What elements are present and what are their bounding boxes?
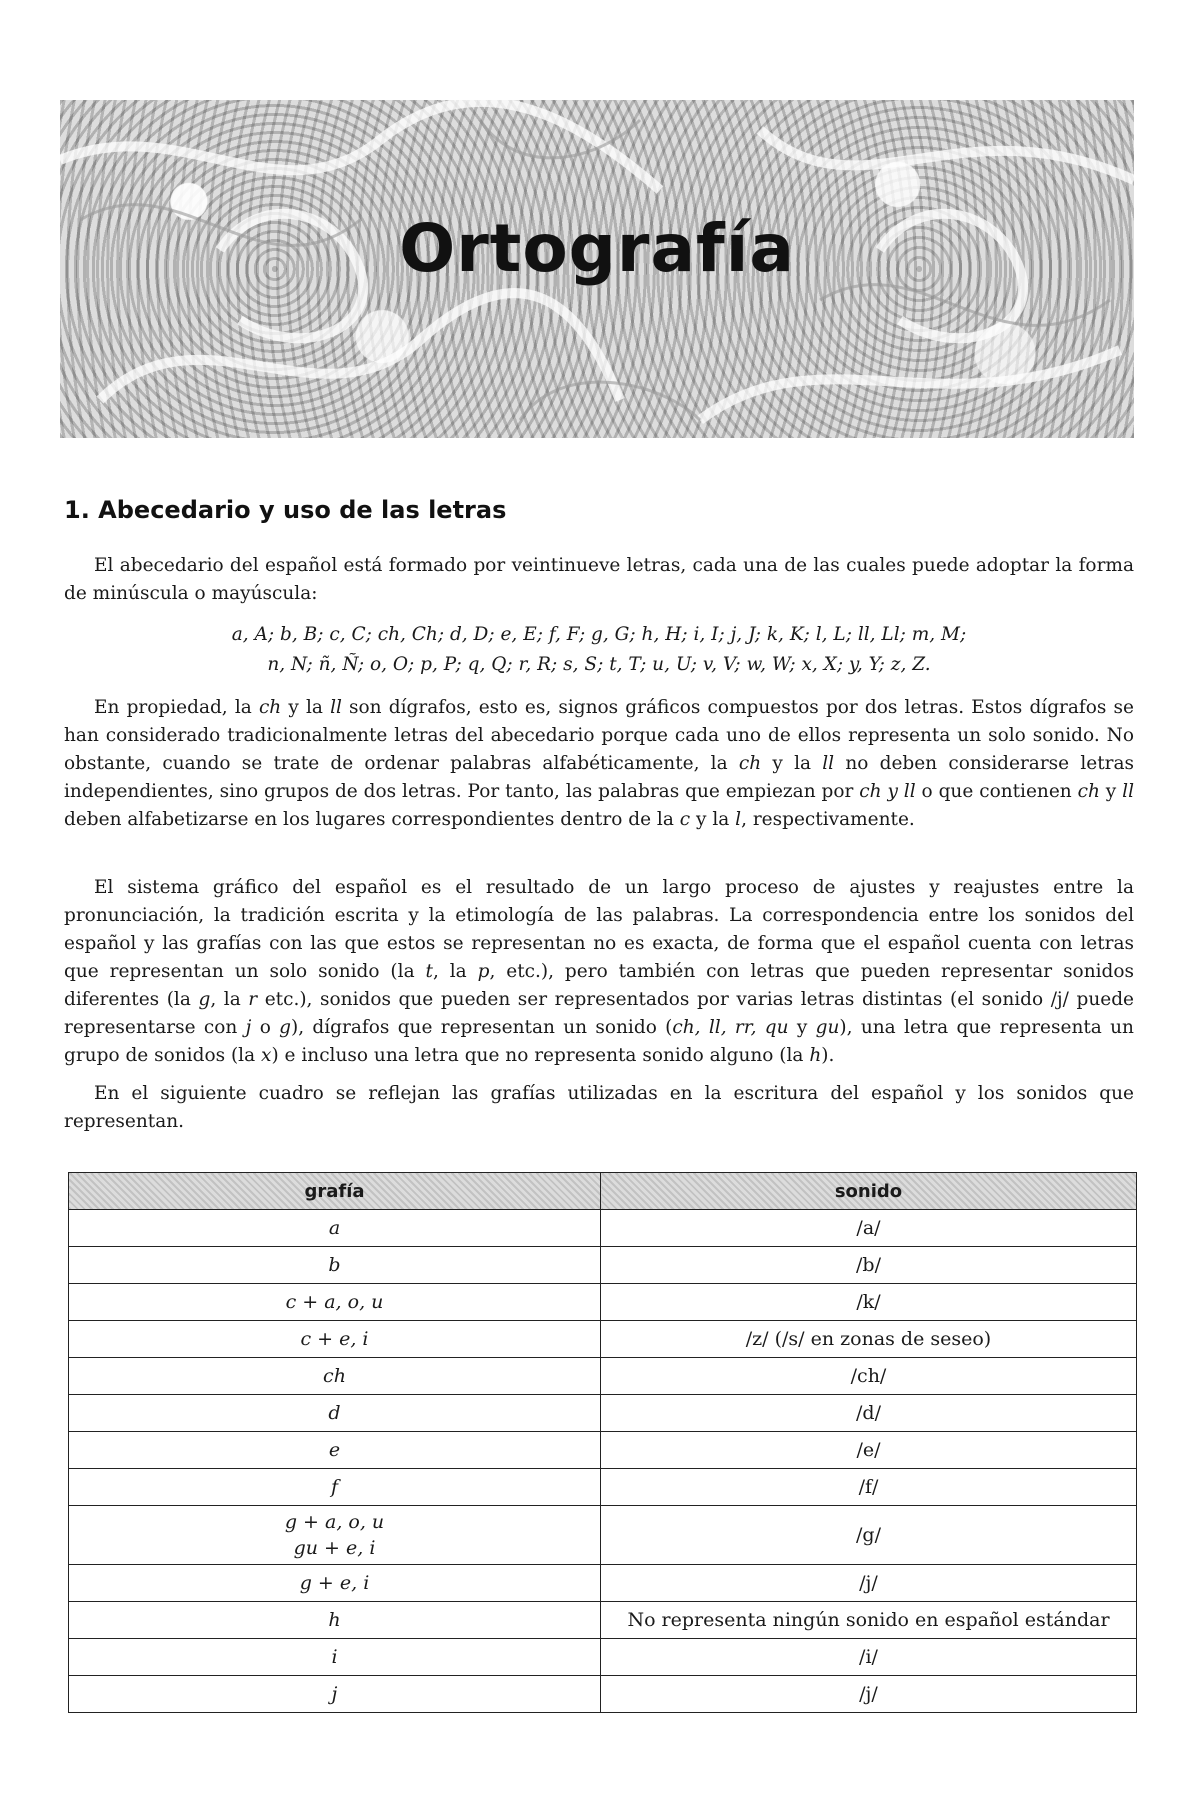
text-run: , etc.), pero también con letras que pueden representar sonidos diferentes (la xyxy=(64,961,1135,1010)
text-run: ), dígrafos que representan un sonido ( xyxy=(291,1017,673,1038)
text-run: etc.), sonidos que pueden ser representados por varias letras distintas (el sonido /j/ puede representarse con xyxy=(64,989,1134,1038)
text-run: deben alfabetizarse en los lugares correspondientes dentro de la xyxy=(64,809,680,830)
cell-grafia-line-1: g + a, o, u xyxy=(284,1511,385,1533)
section-heading: 1. Abecedario y uso de las letras xyxy=(64,496,507,524)
cell-sonido: /j/ xyxy=(601,1676,1137,1713)
text-run: y la xyxy=(690,809,736,830)
table-row xyxy=(69,1565,1137,1602)
cell-grafia: b xyxy=(69,1247,601,1284)
header-sonido: sonido xyxy=(601,1173,1137,1210)
cell-sonido: /z/ (/s/ en zonas de seseo) xyxy=(601,1321,1137,1358)
text-run: x xyxy=(261,1045,272,1066)
text-run: y la xyxy=(761,753,823,774)
text-run: ch xyxy=(859,781,882,802)
text-run: gu xyxy=(815,1017,840,1038)
text-run: ch xyxy=(258,697,282,718)
alphabet-line-1: a, A; b, B; c, C; ch, Ch; d, D; e, E; f, F; g, G; h, H; i, I; j, J; k, K; l, L; ll, Ll; m, M; xyxy=(231,624,967,645)
text-run: ch xyxy=(738,753,762,774)
text-run: y xyxy=(881,781,904,802)
text-run: y xyxy=(788,1017,816,1038)
text-run: En propiedad, la xyxy=(94,697,259,718)
cell-sonido: /b/ xyxy=(601,1247,1137,1284)
grafia-sonido-table xyxy=(68,1172,1137,1713)
table-row xyxy=(69,1602,1137,1639)
cell-sonido: /f/ xyxy=(601,1469,1137,1506)
cell-sonido: /j/ xyxy=(601,1565,1137,1602)
text-run: ), una letra que representa un grupo de sonidos (la xyxy=(64,1017,1134,1066)
cell-grafia: c + e, i xyxy=(69,1321,601,1358)
text-run: , la xyxy=(432,961,478,982)
text-run: y xyxy=(1099,781,1123,802)
alphabet-list xyxy=(64,620,1134,680)
cell-grafia: a xyxy=(69,1210,601,1247)
text-run: ch, ll, rr, qu xyxy=(672,1017,789,1038)
header-grafia: grafía xyxy=(69,1173,601,1210)
cell-grafia: e xyxy=(69,1432,601,1469)
cell-grafia: ch xyxy=(69,1358,601,1395)
cell-sonido: /g/ xyxy=(601,1506,1137,1565)
alphabet-line-2: n, N; ñ, Ñ; o, O; p, P; q, Q; r, R; s, S; t, T; u, U; v, V; w, W; x, X; y, Y; z, Z. xyxy=(267,654,931,675)
table-row xyxy=(69,1469,1137,1506)
paragraph-intro: El abecedario del español está formado por veintinueve letras, cada una de las cuales puede adoptar la forma de minúscula o mayúscula: xyxy=(64,555,1134,604)
cell-grafia: h xyxy=(69,1602,601,1639)
text-run: ) e incluso una letra que no representa sonido alguno (la xyxy=(271,1045,810,1066)
cell-grafia: c + a, o, u xyxy=(69,1284,601,1321)
grafia-sonido-table-wrapper xyxy=(68,1172,1136,1713)
table-row xyxy=(69,1506,1137,1565)
text-run: g xyxy=(279,1017,291,1038)
text-run: El sistema gráfico del español es el resultado de un largo proceso de ajustes y reajustes entre la pronunciación, la tradición escrita y la etimología de las palabras. La correspondencia entre los sonidos del español y las grafías con las que estos se representan no es exacta, de forma que el español cuenta con letras que representan un solo sonido (la xyxy=(64,877,1134,982)
table-row xyxy=(69,1321,1137,1358)
cell-sonido: /i/ xyxy=(601,1639,1137,1676)
text-run: r xyxy=(248,989,258,1010)
text-run: son dígrafos, esto es, signos gráficos compuestos por dos letras. Estos dígrafos se han considerado tradicionalmente letras del abecedario porque cada uno de ellos representa un solo sonido. No obstante, cuando se trate de ordenar palabras alfabéticamente, la xyxy=(64,697,1134,774)
paragraph-digraphs xyxy=(64,694,1134,834)
text-run: o que contienen xyxy=(915,781,1078,802)
cell-grafia: i xyxy=(69,1639,601,1676)
text-run: j xyxy=(245,1017,252,1038)
table-row xyxy=(69,1639,1137,1676)
cell-grafia: f xyxy=(69,1469,601,1506)
cell-grafia xyxy=(69,1506,601,1565)
table-row xyxy=(69,1284,1137,1321)
table-row xyxy=(69,1676,1137,1713)
cell-grafia: j xyxy=(69,1676,601,1713)
text-run: ll xyxy=(822,753,835,774)
table-row xyxy=(69,1210,1137,1247)
paragraph-graphic-system xyxy=(64,874,1134,1070)
text-run: c xyxy=(679,809,691,830)
text-run: l xyxy=(735,809,742,830)
text-run: ). xyxy=(821,1045,835,1066)
text-run: ll xyxy=(330,697,342,718)
page-title: Ortografía xyxy=(399,210,795,287)
text-run: t xyxy=(425,961,433,982)
table-row xyxy=(69,1395,1137,1432)
text-run: ch xyxy=(1077,781,1100,802)
text-run: h xyxy=(809,1045,822,1066)
cell-sonido: /d/ xyxy=(601,1395,1137,1432)
table-row xyxy=(69,1247,1137,1284)
header-banner xyxy=(60,100,1134,438)
table-header-row xyxy=(69,1173,1137,1210)
cell-sonido: /ch/ xyxy=(601,1358,1137,1395)
text-run: p xyxy=(477,961,490,982)
paragraph-table-intro: En el siguiente cuadro se reflejan las grafías utilizadas en la escritura del español y los sonidos que representan. xyxy=(64,1083,1134,1132)
table-row xyxy=(69,1358,1137,1395)
text-run: ll xyxy=(1122,781,1134,802)
cell-grafia: d xyxy=(69,1395,601,1432)
text-run: , respectivamente. xyxy=(741,809,915,830)
text-run: , la xyxy=(210,989,249,1010)
text-run: g xyxy=(198,989,211,1010)
cell-sonido: /e/ xyxy=(601,1432,1137,1469)
cell-sonido: /k/ xyxy=(601,1284,1137,1321)
cell-grafia-line-2: gu + e, i xyxy=(293,1537,376,1559)
cell-sonido: No representa ningún sonido en español estándar xyxy=(601,1602,1137,1639)
cell-grafia: g + e, i xyxy=(69,1565,601,1602)
text-run: o xyxy=(251,1017,280,1038)
cell-sonido: /a/ xyxy=(601,1210,1137,1247)
text-run: no deben considerarse letras independientes, sino grupos de dos letras. Por tanto, las palabras que empiezan por xyxy=(64,753,1134,802)
text-run: y la xyxy=(281,697,331,718)
table-row xyxy=(69,1432,1137,1469)
text-run: ll xyxy=(903,781,916,802)
